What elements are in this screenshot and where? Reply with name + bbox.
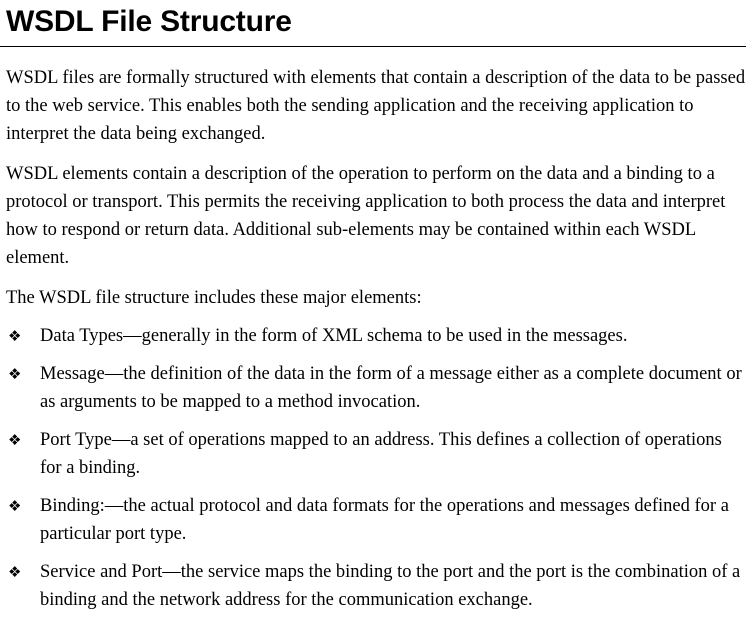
document-page — [6, 0, 746, 624]
diamond-bullet-icon: ❖ — [8, 327, 22, 345]
diamond-bullet-icon: ❖ — [8, 365, 22, 383]
document-body — [6, 64, 746, 614]
page-title: WSDL File Structure — [6, 5, 292, 38]
list-item-text: Port Type—a set of operations mapped to an address. This defines a collection of operations for a binding. — [40, 430, 722, 478]
list-item-text: Message—the definition of the data in the form of a message either as a complete document or as arguments to be mapped to a method invocation. — [40, 364, 742, 412]
title-divider — [0, 46, 746, 47]
list-item — [6, 558, 746, 614]
list-item-text: Data Types—generally in the form of XML schema to be used in the messages. — [40, 326, 628, 346]
list-item-text: Binding:—the actual protocol and data formats for the operations and messages defined for a particular port type. — [40, 496, 729, 544]
list-item — [6, 492, 746, 548]
paragraph-intro: WSDL files are formally structured with elements that contain a description of the data to be passed to the web service. This enables both the sending application and the receiving application to interpret the data being exchanged. — [6, 68, 746, 144]
list-item — [6, 360, 746, 416]
paragraph-list-lead: The WSDL file structure includes these major elements: — [6, 288, 422, 308]
diamond-bullet-icon: ❖ — [8, 563, 22, 581]
diamond-bullet-icon: ❖ — [8, 497, 22, 515]
list-item — [6, 426, 746, 482]
major-elements-list — [6, 322, 746, 614]
list-item-text: Service and Port—the service maps the binding to the port and the port is the combination of a binding and the network address for the communication exchange. — [40, 562, 741, 610]
list-item — [6, 322, 746, 350]
paragraph-elements: WSDL elements contain a description of the operation to perform on the data and a binding to a protocol or transport. This permits the receiving application to both process the data and interpret how to respond or return data. Additional sub-elements may be contained within each WSDL element. — [6, 164, 726, 268]
diamond-bullet-icon: ❖ — [8, 431, 22, 449]
